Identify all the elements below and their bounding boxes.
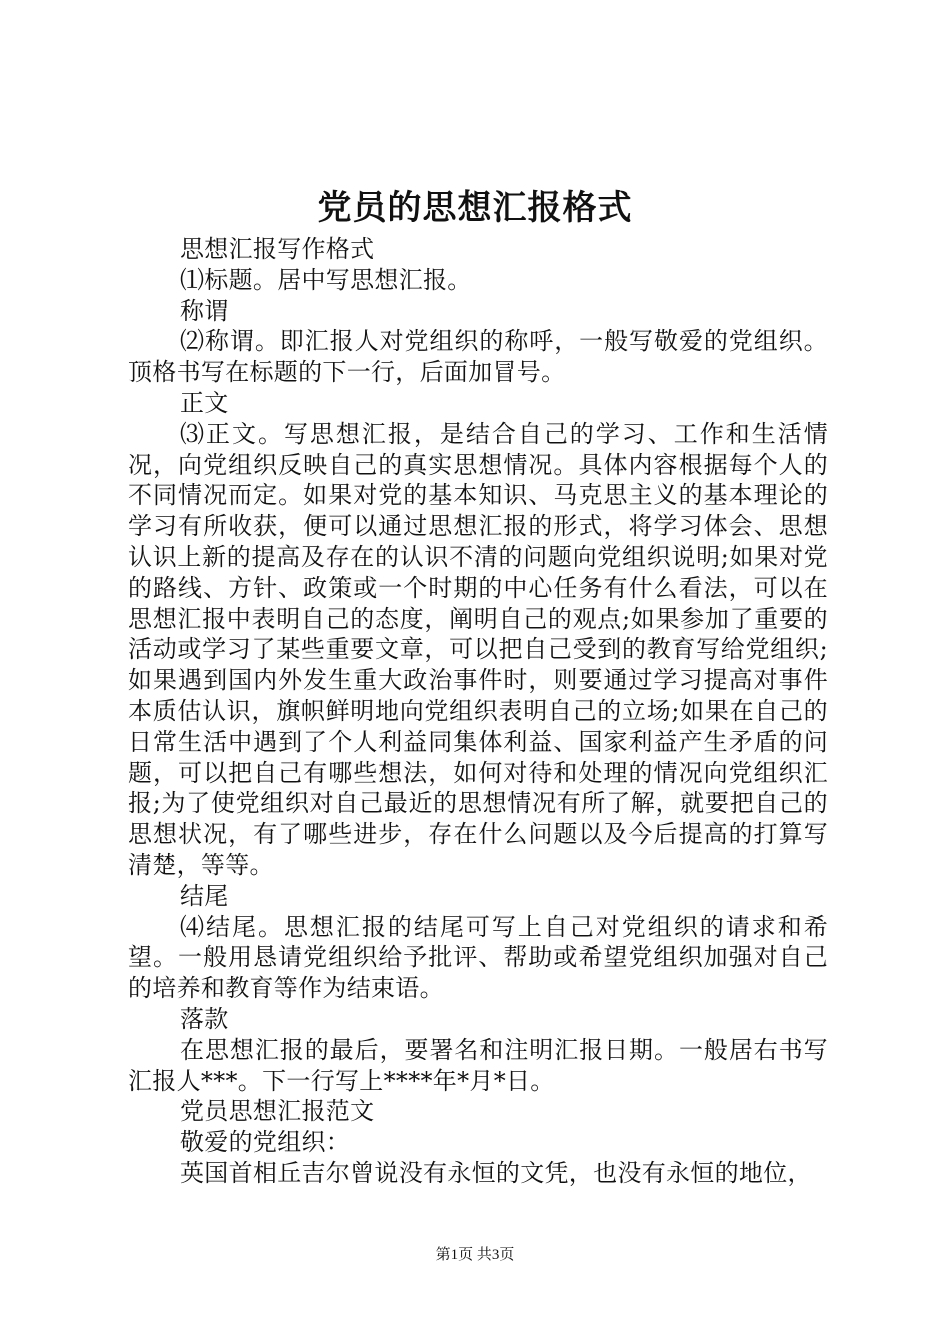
- paragraph: 敬爱的党组织：: [180, 1128, 351, 1157]
- document-body: [128, 234, 828, 1189]
- paragraph: ⑴标题。居中写思想汇报。: [180, 265, 472, 294]
- paragraph: 在思想汇报的最后，要署名和注明汇报日期。一般居右书写汇报人***。下一行写上****年*月*日。: [128, 1035, 828, 1095]
- paragraph: ⑷结尾。思想汇报的结尾可写上自己对党组织的请求和希望。一般用恳请党组织给予批评、帮助或希望党组织加强对自己的培养和教育等作为结束语。: [128, 912, 828, 1003]
- paragraph: 党员思想汇报范文: [180, 1097, 375, 1126]
- page-footer: 第1页 共3页: [435, 1247, 515, 1263]
- paragraph: 英国首相丘吉尔曾说没有永恒的文凭，也没有永恒的地位，: [180, 1158, 812, 1187]
- paragraph: 称谓: [180, 296, 229, 325]
- paragraph: 结尾: [180, 881, 229, 910]
- paragraph: ⑵称谓。即汇报人对党组织的称呼，一般写敬爱的党组织。顶格书写在标题的下一行，后面加冒号。: [128, 327, 828, 387]
- paragraph: 落款: [180, 1004, 229, 1033]
- document-title: 党员的思想汇报格式: [317, 188, 633, 228]
- paragraph: 思想汇报写作格式: [180, 235, 375, 263]
- paragraph: 正文: [180, 388, 229, 417]
- paragraph: ⑶正文。写思想汇报，是结合自己的学习、工作和生活情况，向党组织反映自己的真实思想情况。具体内容根据每个人的不同情况而定。如果对党的基本知识、马克思主义的基本理论的学习有所收获，便可以通过思想汇报的形式，将学习体会、思想认识上新的提高及存在的认识不清的问题向党组织说明;如果对党的路线、方针、政策或一个时期的中心任务有什么看法，可以在思想汇报中表明自己的态度，阐明自己的观点;如果参加了重要的活动或学习了某些重要文章，可以把自己受到的教育写给党组织;如果遇到国内外发生重大政治事件时，则要通过学习提高对事件本质估认识，旗帜鲜明地向党组织表明自己的立场;如果在自己的日常生活中遇到了个人利益同集体利益、国家利益产生矛盾的问题，可以把自己有哪些想法，如何对待和处理的情况向党组织汇报;为了使党组织对自己最近的思想情况有所了解，就要把自己的思想状况，有了哪些进步，存在什么问题以及今后提高的打算写清楚，等等。: [128, 419, 828, 879]
